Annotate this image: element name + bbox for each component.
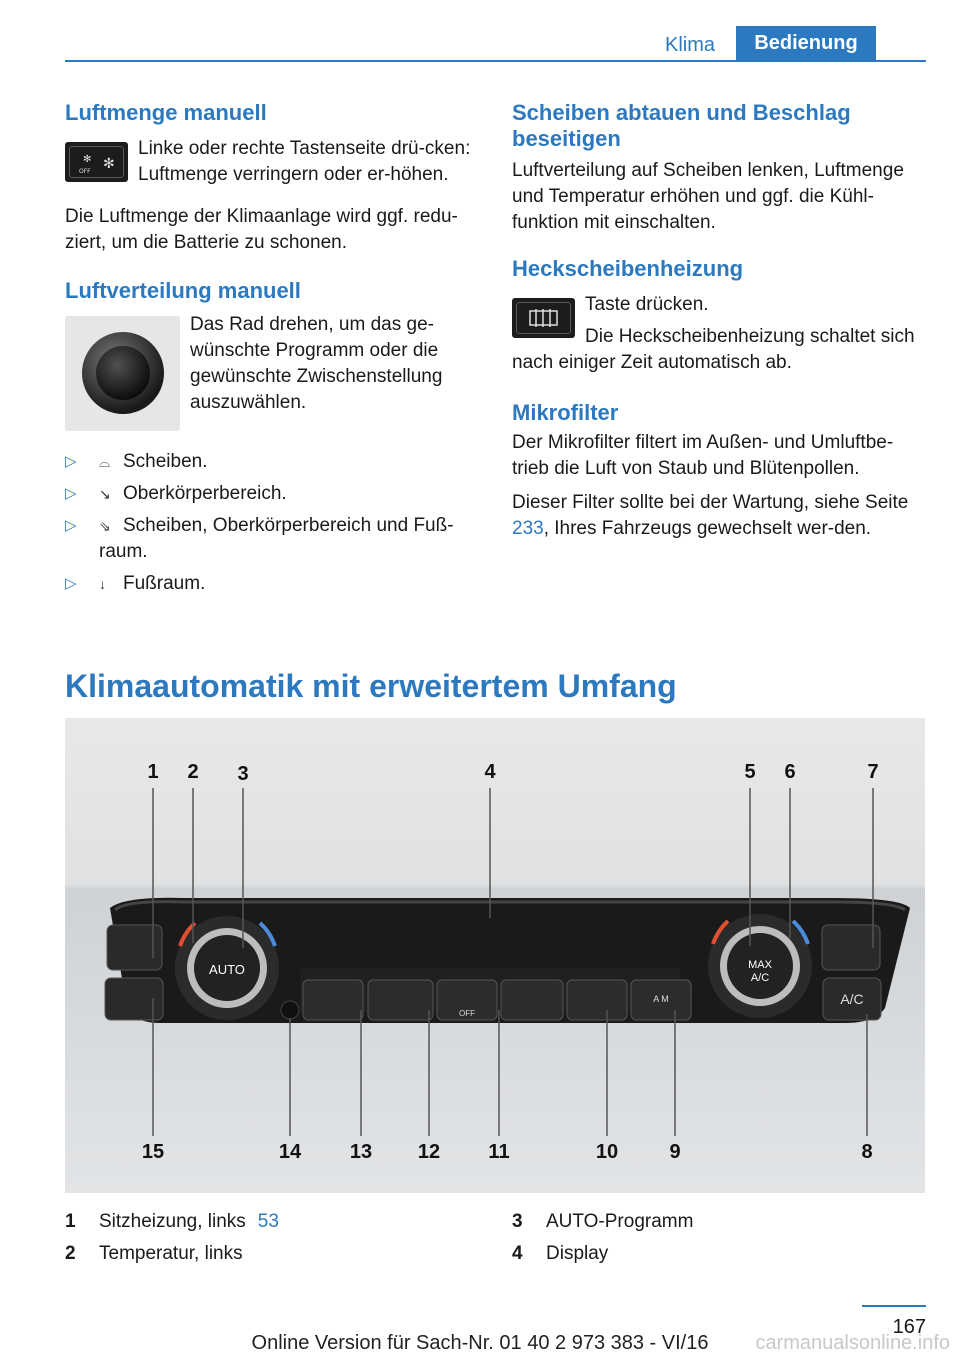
heading-scheiben: Scheiben abtauen und Beschlag beseitigen: [512, 100, 851, 151]
luftverteilung-text: Das Rad drehen, um das ge-wünschte Programm oder die gewünschte Zwischenstellung auszuwählen.: [190, 314, 443, 413]
svg-text:✻: ✻: [83, 154, 92, 165]
rear-defrost-icon: [512, 298, 575, 338]
footwell-icon: ↓: [99, 576, 106, 592]
section-title: Klimaautomatik mit erweitertem Umfang: [65, 668, 677, 704]
legend-right: [512, 1206, 693, 1270]
distribution-list: [65, 435, 480, 597]
callout-12: 12: [417, 1141, 441, 1163]
callout-8: 8: [861, 1141, 873, 1163]
svg-text:✻: ✻: [103, 156, 115, 172]
mikrofilter-text: Der Mikrofilter filtert im Außen- und Umluftbe-trieb die Luft von Staub und Blütenpollen.: [512, 432, 894, 479]
left-column: [65, 100, 480, 603]
callout-10: 10: [595, 1141, 619, 1163]
legend-page-link[interactable]: 53: [257, 1211, 279, 1232]
callout-1: 1: [147, 761, 159, 783]
luftmenge-text: Linke oder rechte Tastenseite drü-cken: Luftmenge verringern oder er-höhen.: [138, 138, 471, 185]
list-item: ▷ ⌓ Scheiben.: [65, 449, 480, 475]
upper-body-icon: ↘: [99, 486, 111, 502]
heading-luftverteilung: Luftverteilung manuell: [65, 278, 301, 303]
callout-7: 7: [867, 761, 879, 783]
list-item: ▷ ⇘ Scheiben, Oberkörperbereich und Fuß-raum.: [65, 515, 454, 562]
heckscheibe-text2: Die Heckscheibenheizung schaltet sich nach einiger Zeit automatisch ab.: [512, 326, 915, 373]
climate-panel-illustration: [65, 718, 925, 1193]
callout-5: 5: [744, 761, 756, 783]
legend-item: 1 Sitzheizung, links 53: [65, 1211, 279, 1232]
scheiben-text: Luftverteilung auf Scheiben lenken, Luftmenge und Temperatur erhöhen und ggf. die Kühl-funktion mit einschalten.: [512, 160, 904, 233]
knob-icon: [82, 332, 164, 414]
right-column: [512, 100, 927, 542]
callout-14: 14: [278, 1141, 302, 1163]
svg-text:MAX: MAX: [748, 959, 772, 971]
callout-11: 11: [488, 1141, 510, 1163]
heading-heckscheibe: Heckscheibenheizung: [512, 256, 744, 281]
tab-klima[interactable]: Klima: [664, 34, 715, 56]
callout-2: 2: [187, 761, 199, 783]
callout-4: 4: [484, 761, 496, 783]
page-number-rule: [862, 1305, 926, 1307]
list-item: ▷ ↓ Fußraum.: [65, 571, 480, 597]
climate-panel-photo: [65, 718, 925, 1193]
callout-6: 6: [784, 761, 796, 783]
airflow-button-image: [65, 142, 128, 182]
windscreen-icon: ⌓: [99, 454, 111, 470]
legend-item: 4 Display: [512, 1243, 609, 1264]
svg-text:A M: A M: [653, 994, 669, 1004]
distribution-knob-image: [65, 316, 180, 431]
watermark: carmanualsonline.info: [755, 1332, 950, 1354]
legend-item: 2 Temperatur, links: [65, 1243, 243, 1264]
heading-luftmenge: Luftmenge manuell: [65, 100, 267, 125]
footer-text: Online Version für Sach-Nr. 01 40 2 973 383 - VI/16: [251, 1332, 709, 1354]
callout-9: 9: [669, 1141, 681, 1163]
header-rule: [65, 60, 926, 62]
list-item: ▷ ↘ Oberkörperbereich.: [65, 481, 480, 507]
fan-icon: [65, 142, 128, 182]
mikrofilter-note: Dieser Filter sollte bei der Wartung, siehe Seite 233, Ihres Fahrzeugs gewechselt wer-den.: [512, 492, 909, 539]
svg-text:OFF: OFF: [459, 1009, 475, 1018]
luftmenge-note: Die Luftmenge der Klimaanlage wird ggf. redu-ziert, um die Batterie zu schonen.: [65, 206, 458, 253]
svg-text:A/C: A/C: [750, 972, 770, 984]
callout-13: 13: [349, 1141, 373, 1163]
callout-15: 15: [141, 1141, 165, 1163]
all-zones-icon: ⇘: [99, 518, 111, 534]
tab-bedienung[interactable]: Bedienung: [736, 26, 876, 60]
heckscheibe-text1: Taste drücken.: [585, 294, 709, 315]
svg-text:A/C: A/C: [840, 991, 864, 1007]
page-number: 167: [892, 1316, 926, 1338]
svg-text:OFF: OFF: [79, 168, 91, 175]
legend-item: 3 AUTO-Programm: [512, 1211, 694, 1232]
legend-left: [65, 1206, 279, 1270]
callout-3: 3: [237, 763, 249, 785]
heading-mikrofilter: Mikrofilter: [512, 400, 619, 425]
rear-defrost-button-image: [512, 298, 575, 338]
page-link[interactable]: 233: [512, 518, 544, 539]
auto-label: AUTO: [209, 962, 245, 977]
